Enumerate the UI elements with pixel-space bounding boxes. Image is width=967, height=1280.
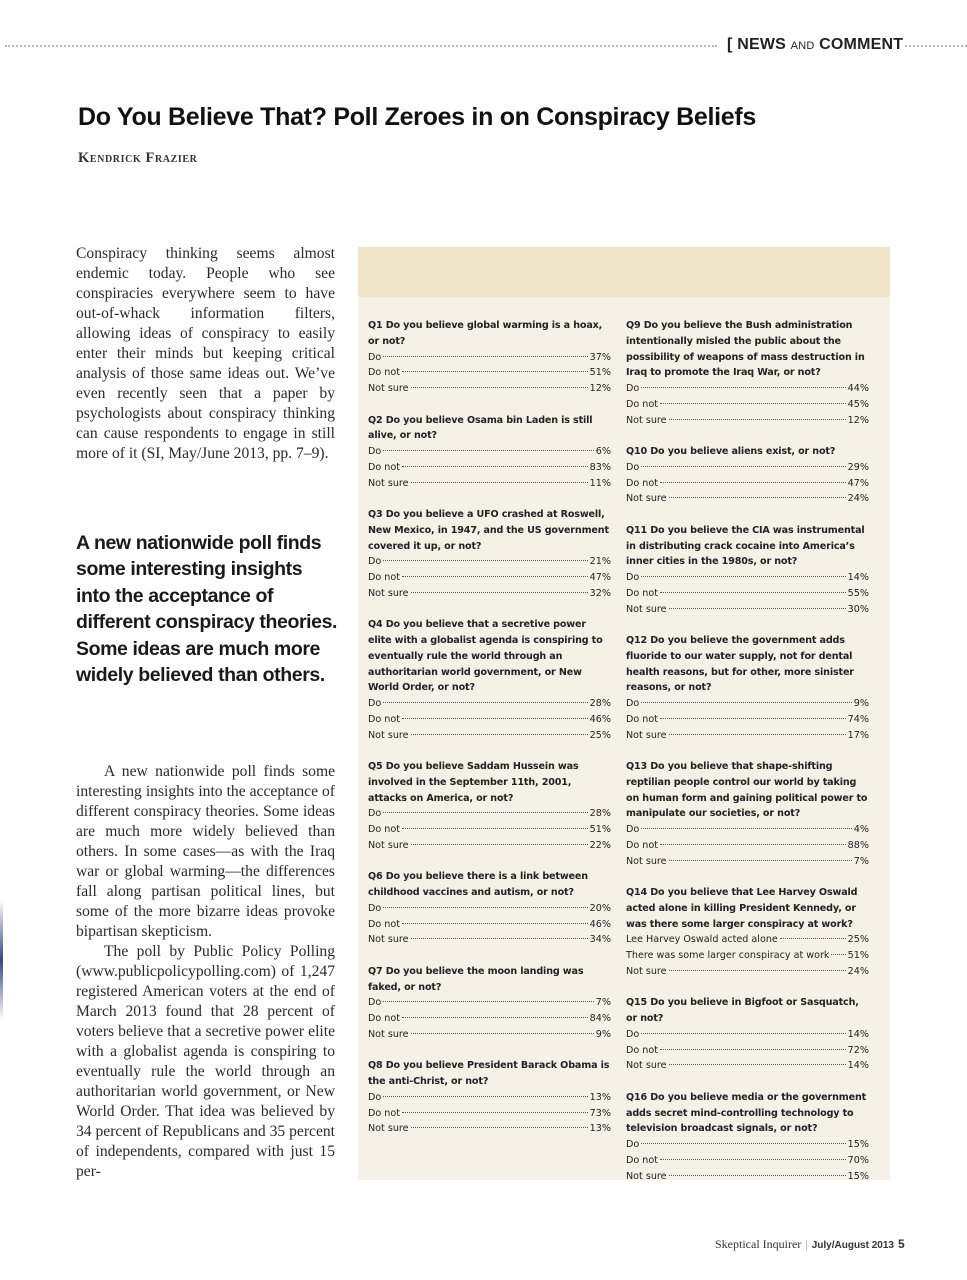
- dot-leader: [669, 1175, 846, 1176]
- answer-row: [368, 901, 611, 917]
- dot-leader: [831, 954, 845, 955]
- answer-row: [626, 948, 869, 964]
- answer-row: [626, 1153, 869, 1169]
- answer-percent: 32%: [589, 587, 611, 599]
- answer-label: Do not: [368, 713, 401, 725]
- answer-label: Do not: [368, 1107, 401, 1119]
- answer-row: [368, 1027, 611, 1043]
- dot-leader: [402, 923, 588, 924]
- question-text: Q2 Do you believe Osama bin Laden is still alive, or not?: [368, 414, 593, 442]
- answer-row: [368, 586, 611, 602]
- dot-leader: [669, 734, 846, 735]
- answer-label: Do not: [626, 477, 659, 489]
- answer-label: Do: [368, 808, 382, 820]
- poll-column-left: [368, 318, 611, 1153]
- answer-percent: 30%: [847, 603, 869, 615]
- answer-row: [368, 712, 611, 728]
- answer-row: [626, 586, 869, 602]
- box-header-band: [358, 247, 890, 297]
- answer-row: [626, 381, 869, 397]
- answer-row: [368, 806, 611, 822]
- dot-leader: [641, 1033, 845, 1034]
- dot-leader: [411, 1033, 594, 1034]
- answer-percent: 44%: [847, 383, 869, 394]
- answer-row: [368, 1011, 611, 1027]
- dot-leader: [411, 482, 588, 483]
- answer-label: Do not: [626, 839, 659, 851]
- answer-percent: 24%: [847, 493, 869, 505]
- dot-leader: [669, 497, 846, 498]
- answer-percent: 46%: [589, 918, 611, 930]
- question-text: Q5 Do you believe Saddam Hussein was involved in the September 11th, 2001, attacks on America, or not?: [368, 761, 579, 804]
- dot-leader: [669, 608, 846, 609]
- answer-percent: 12%: [589, 383, 611, 394]
- answer-row: [626, 460, 869, 476]
- dot-leader: [411, 734, 588, 735]
- answer-label: Not sure: [626, 855, 667, 867]
- dot-leader: [411, 1127, 588, 1128]
- answer-percent: 24%: [847, 965, 869, 977]
- poll-question: [368, 617, 611, 743]
- dot-leader: [660, 592, 846, 593]
- question-text: Q14 Do you believe that Lee Harvey Oswald acted alone in killing President Kennedy, or was there some larger conspiracy at work?: [626, 887, 858, 930]
- dot-leader: [669, 1064, 846, 1065]
- question-text: Q9 Do you believe the Bush administration intentionally misled the public about the possibility of weapons of mass destruction in Iraq to promote the Iraq War, or not?: [626, 320, 865, 379]
- answer-label: Do: [626, 461, 640, 473]
- poll-question: [626, 995, 869, 1074]
- dot-leader: [669, 860, 852, 861]
- answer-percent: 9%: [853, 698, 869, 709]
- question-text: Q6 Do you believe there is a link between childhood vaccines and autism, or not?: [368, 871, 588, 898]
- answer-label: Not sure: [368, 839, 409, 851]
- answer-row: [626, 476, 869, 492]
- answer-label: Do not: [368, 824, 401, 835]
- dot-leader: [383, 907, 587, 908]
- answer-label: Do: [368, 446, 382, 457]
- answer-label: Not sure: [368, 1123, 409, 1135]
- dot-leader: [383, 1001, 594, 1002]
- answer-label: Do: [368, 1091, 382, 1103]
- answer-percent: 34%: [589, 934, 611, 946]
- answer-percent: 28%: [589, 808, 611, 820]
- dot-leader: [641, 466, 845, 467]
- poll-question: [368, 1058, 611, 1137]
- answer-row: [626, 397, 869, 413]
- answer-percent: 7%: [853, 855, 869, 867]
- answer-label: Not sure: [368, 383, 409, 394]
- answer-row: [626, 964, 869, 980]
- article-author: Kendrick Frazier: [78, 150, 198, 166]
- dot-leader: [402, 576, 588, 577]
- answer-percent: 6%: [595, 446, 611, 457]
- answer-label: Not sure: [368, 477, 409, 489]
- answer-percent: 9%: [595, 1028, 611, 1040]
- dot-leader: [402, 466, 588, 467]
- dot-leader: [660, 1159, 846, 1160]
- dot-leader: [383, 1096, 587, 1097]
- answer-percent: 12%: [847, 414, 869, 426]
- answer-row: [368, 822, 611, 838]
- answer-row: [368, 1106, 611, 1122]
- question-text: Q7 Do you believe the moon landing was faked, or not?: [368, 965, 584, 993]
- answer-row: [626, 728, 869, 744]
- dot-leader: [383, 702, 587, 703]
- page-footer: Skeptical Inquirer | July/August 2013 5: [715, 1237, 905, 1251]
- answer-row: [368, 476, 611, 492]
- poll-question: [368, 964, 611, 1043]
- article-title: Do You Believe That? Poll Zeroes in on Conspiracy Beliefs: [78, 103, 756, 131]
- answer-percent: 47%: [847, 477, 869, 489]
- answer-label: Not sure: [368, 587, 409, 599]
- dot-leader: [660, 1049, 846, 1050]
- answer-percent: 25%: [589, 729, 611, 741]
- dot-leader: [383, 560, 587, 561]
- poll-question: [626, 759, 869, 869]
- dot-leader: [669, 970, 846, 971]
- answer-percent: 83%: [589, 461, 611, 473]
- answer-row: [626, 822, 869, 838]
- answer-label: Do not: [368, 572, 401, 583]
- answer-row: [626, 413, 869, 429]
- answer-percent: 88%: [847, 839, 869, 851]
- answer-row: [626, 1169, 869, 1185]
- pull-quote: A new nationwide poll finds some interesting insights into the acceptance of different conspiracy theories. Some ideas are much more widely believed than others.: [76, 532, 338, 687]
- answer-percent: 46%: [589, 713, 611, 725]
- answer-percent: 72%: [847, 1044, 869, 1056]
- answer-label: Not sure: [626, 1060, 667, 1072]
- answer-row: [626, 696, 869, 712]
- section-header: [ NEWS AND COMMENT: [727, 36, 904, 53]
- header-rule-right: [905, 45, 967, 47]
- body-paragraph: A new nationwide poll finds some interesting insights into the acceptance of different conspiracy theories. Some ideas are much more widely believed than others. In some cases—as with the Iraq war or global warming—the differences fall along partisan political lines, but some of the more bizarre ideas provoke bipartisan skepticism.: [76, 763, 335, 940]
- poll-column-right: [626, 318, 869, 1200]
- answer-percent: 17%: [847, 729, 869, 741]
- answer-percent: 15%: [847, 1139, 869, 1150]
- answer-row: [626, 712, 869, 728]
- answer-percent: 20%: [589, 902, 611, 914]
- dot-leader: [660, 403, 846, 404]
- page-number: 5: [897, 1237, 905, 1251]
- answer-percent: 15%: [847, 1170, 869, 1182]
- answer-row: [626, 1043, 869, 1059]
- answer-label: Do not: [368, 367, 401, 379]
- dot-leader: [411, 387, 588, 388]
- answer-row: [368, 728, 611, 744]
- answer-percent: 21%: [589, 556, 611, 568]
- answer-label: Do not: [626, 1154, 659, 1166]
- answer-percent: 14%: [847, 1028, 869, 1040]
- answer-label: Do not: [626, 1044, 659, 1056]
- answer-row: [368, 570, 611, 586]
- answer-percent: 47%: [589, 572, 611, 583]
- dot-leader: [669, 419, 846, 420]
- answer-row: [626, 570, 869, 586]
- poll-question: [626, 444, 869, 507]
- answer-percent: 22%: [589, 839, 611, 851]
- answer-row: [626, 838, 869, 854]
- intro-paragraph: Conspiracy thinking seems almost endemic today. People who see conspiracies everywhere seem to have out-of-whack information filters, allowing ideas of conspiracy to easily enter their minds but keeping critical analysis of those same ideas out. We’ve even recently seen that a paper by psychologists about conspiracy thinking can cause respondents to engage in still more of it (SI, May/June 2013, pp. 7–9).: [76, 245, 335, 462]
- answer-label: Not sure: [368, 934, 409, 946]
- poll-question: [368, 318, 611, 397]
- answer-row: [368, 838, 611, 854]
- answer-percent: 51%: [847, 950, 869, 961]
- answer-row: [368, 1090, 611, 1106]
- answer-percent: 74%: [847, 713, 869, 725]
- answer-row: [368, 995, 611, 1011]
- answer-row: [368, 460, 611, 476]
- answer-label: Do not: [368, 918, 401, 930]
- question-text: Q4 Do you believe that a secretive power elite with a globalist agenda is conspiring to eventually rule the world through an authoritarian world government, or New World Order, or not?: [368, 619, 603, 694]
- answer-label: Do: [626, 824, 640, 835]
- poll-question: [368, 759, 611, 854]
- answer-percent: 4%: [853, 824, 869, 835]
- dot-leader: [402, 1112, 588, 1113]
- dot-leader: [641, 387, 845, 388]
- answer-label: Not sure: [626, 965, 667, 977]
- question-text: Q13 Do you believe that shape-shifting reptilian people control our world by taking on human form and gaining political power to manipulate our societies, or not?: [626, 761, 868, 820]
- answer-label: Not sure: [626, 1170, 667, 1182]
- answer-percent: 13%: [589, 1123, 611, 1135]
- answer-label: Not sure: [368, 1028, 409, 1040]
- body-column: [76, 762, 335, 1182]
- answer-row: [626, 491, 869, 507]
- dot-leader: [641, 702, 852, 703]
- answer-label: Not sure: [368, 729, 409, 741]
- answer-label: Do: [626, 698, 640, 709]
- answer-percent: 37%: [589, 351, 611, 363]
- dot-leader: [383, 450, 594, 451]
- answer-label: Do not: [368, 461, 401, 473]
- header-rule-left: [5, 45, 717, 47]
- answer-percent: 7%: [595, 997, 611, 1009]
- dot-leader: [402, 828, 588, 829]
- dot-leader: [411, 844, 588, 845]
- answer-row: [626, 932, 869, 948]
- answer-row: [368, 554, 611, 570]
- answer-label: Lee Harvey Oswald acted alone: [626, 934, 778, 946]
- dot-leader: [383, 812, 587, 813]
- dot-leader: [660, 482, 846, 483]
- question-text: Q15 Do you believe in Bigfoot or Sasquatch, or not?: [626, 997, 859, 1024]
- dot-leader: [641, 1143, 845, 1144]
- answer-row: [626, 854, 869, 870]
- answer-percent: 29%: [847, 461, 869, 473]
- answer-percent: 73%: [589, 1107, 611, 1119]
- answer-percent: 51%: [589, 824, 611, 835]
- answer-percent: 13%: [589, 1091, 611, 1103]
- dot-leader: [411, 592, 588, 593]
- answer-label: Do not: [368, 1013, 401, 1024]
- answer-row: [368, 932, 611, 948]
- answer-label: Do: [626, 383, 640, 394]
- answer-percent: 28%: [589, 698, 611, 709]
- answer-label: Do: [368, 351, 382, 363]
- answer-label: Do not: [626, 713, 659, 725]
- question-text: Q10 Do you believe aliens exist, or not?: [626, 446, 836, 457]
- dot-leader: [402, 718, 588, 719]
- answer-row: [368, 696, 611, 712]
- answer-row: [368, 917, 611, 933]
- poll-question: [626, 523, 869, 618]
- answer-percent: 45%: [847, 398, 869, 410]
- dot-leader: [411, 938, 588, 939]
- poll-question: [626, 885, 869, 980]
- answer-row: [626, 1137, 869, 1153]
- answer-percent: 84%: [589, 1013, 611, 1024]
- answer-percent: 14%: [847, 1060, 869, 1072]
- answer-label: Not sure: [626, 603, 667, 615]
- answer-label: Not sure: [626, 729, 667, 741]
- answer-row: [368, 1121, 611, 1137]
- answer-label: Do: [368, 902, 382, 914]
- answer-row: [368, 444, 611, 460]
- dot-leader: [383, 356, 587, 357]
- answer-percent: 70%: [847, 1154, 869, 1166]
- answer-label: Do: [626, 572, 640, 583]
- answer-percent: 11%: [589, 477, 611, 489]
- answer-label: Do: [368, 556, 382, 568]
- answer-row: [626, 1027, 869, 1043]
- dot-leader: [641, 828, 852, 829]
- answer-label: Do not: [626, 398, 659, 410]
- answer-percent: 55%: [847, 587, 869, 599]
- poll-question: [626, 318, 869, 428]
- poll-question: [626, 1090, 869, 1185]
- answer-row: [368, 350, 611, 366]
- page-edge-shadow: [0, 900, 3, 1020]
- dot-leader: [660, 844, 846, 845]
- answer-row: [626, 602, 869, 618]
- question-text: Q16 Do you believe media or the government adds secret mind-controlling technology to television broadcast signals, or not?: [626, 1091, 867, 1135]
- poll-question: [368, 869, 611, 948]
- dot-leader: [641, 576, 845, 577]
- answer-label: Do: [626, 1028, 640, 1040]
- answer-label: Not sure: [626, 414, 667, 426]
- dot-leader: [780, 938, 846, 939]
- body-paragraph: The poll by Public Policy Polling (www.publicpolicypolling.com) of 1,247 registered American voters at the end of March 2013 found that 28 percent of voters believe that a secretive power elite with a globalist agenda is conspiring to eventually rule the world through an authoritarian world government, or New World Order. That idea was believed by 34 percent of Republicans and 35 percent of independents, compared with just 15 per-: [76, 943, 335, 1180]
- poll-question: [368, 413, 611, 492]
- question-text: Q8 Do you believe President Barack Obama is the anti-Christ, or not?: [368, 1060, 610, 1087]
- answer-label: Do: [626, 1139, 640, 1150]
- answer-row: [368, 365, 611, 381]
- answer-label: Do not: [626, 587, 659, 599]
- answer-percent: 14%: [847, 572, 869, 583]
- dot-leader: [402, 1017, 588, 1018]
- answer-label: Do: [368, 698, 382, 709]
- question-text: Q1 Do you believe global warming is a hoax, or not?: [368, 320, 603, 347]
- poll-question: [368, 507, 611, 602]
- question-text: Q11 Do you believe the CIA was instrumental in distributing crack cocaine into America’s inner cities in the 1980s, or not?: [626, 524, 865, 568]
- dot-leader: [402, 371, 588, 372]
- question-text: Q12 Do you believe the government adds fluoride to our water supply, not for dental health reasons, but for other, more sinister reasons, or not?: [626, 635, 854, 694]
- answer-label: Not sure: [626, 493, 667, 505]
- dot-leader: [660, 718, 846, 719]
- question-text: Q3 Do you believe a UFO crashed at Roswell, New Mexico, in 1947, and the US government covered it up, or not?: [368, 509, 609, 552]
- poll-question: [626, 633, 869, 743]
- answer-percent: 25%: [847, 934, 869, 946]
- answer-row: [368, 381, 611, 397]
- answer-label: Do: [368, 997, 382, 1009]
- answer-label: There was some larger conspiracy at work: [626, 950, 830, 961]
- answer-percent: 51%: [589, 367, 611, 379]
- answer-row: [626, 1058, 869, 1074]
